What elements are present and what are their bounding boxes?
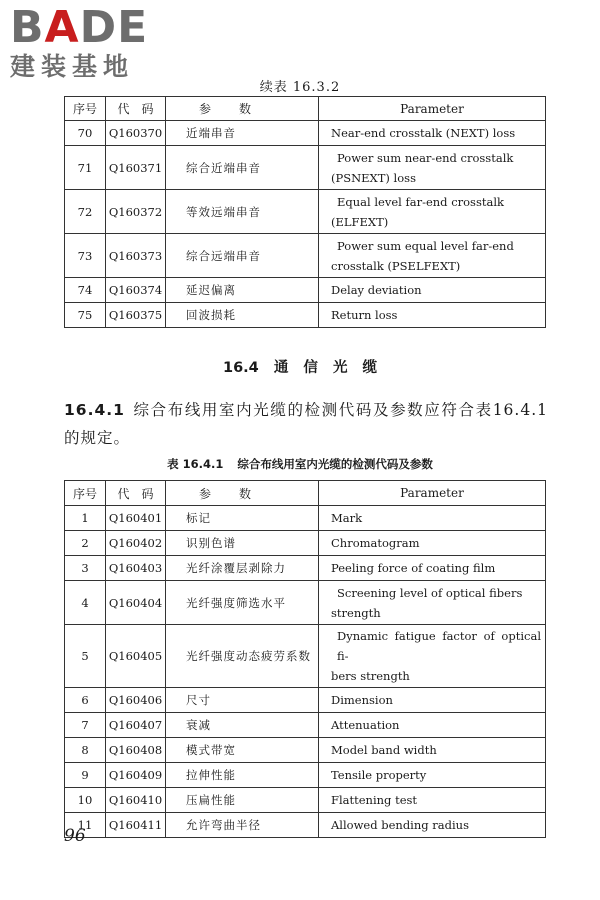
- row-number: 70: [65, 121, 106, 146]
- table-header-row: [65, 97, 546, 121]
- row-code: Q160406: [106, 688, 166, 713]
- bade-logo: [10, 2, 180, 82]
- row-parameter-cn: 拉伸性能: [166, 763, 319, 788]
- row-code: Q160374: [106, 278, 166, 303]
- table-row: [65, 788, 546, 813]
- row-code: Q160404: [106, 581, 166, 625]
- row-code: Q160372: [106, 190, 166, 234]
- row-number: 5: [65, 625, 106, 688]
- row-parameter-en: Equal level far-end crosstalk (ELFEXT): [319, 190, 546, 234]
- table-row: [65, 506, 546, 531]
- row-parameter-en: Flattening test: [319, 788, 546, 813]
- row-parameter-en: Screening level of optical fibers strength: [319, 581, 546, 625]
- row-parameter-cn: 延迟偏离: [166, 278, 319, 303]
- row-parameter-en: Model band width: [319, 738, 546, 763]
- row-parameter-en: Delay deviation: [319, 278, 546, 303]
- row-code: Q160408: [106, 738, 166, 763]
- row-number: 8: [65, 738, 106, 763]
- row-parameter-cn: 标记: [166, 506, 319, 531]
- row-code: Q160370: [106, 121, 166, 146]
- row-parameter-cn: 光纤强度动态疲劳系数: [166, 625, 319, 688]
- header-param: 参数: [166, 97, 319, 121]
- row-number: 6: [65, 688, 106, 713]
- table-row: [65, 234, 546, 278]
- header-no: 序号: [65, 481, 106, 506]
- row-parameter-cn: 压扁性能: [166, 788, 319, 813]
- row-parameter-en: Mark: [319, 506, 546, 531]
- table-row: [65, 278, 546, 303]
- row-code: Q160402: [106, 531, 166, 556]
- table-row: [65, 581, 546, 625]
- clause-number: 16.4.1: [64, 401, 125, 419]
- table-row: [65, 688, 546, 713]
- row-code: Q160409: [106, 763, 166, 788]
- header-eng: Parameter: [319, 97, 546, 121]
- row-code: Q160375: [106, 303, 166, 328]
- row-parameter-en: Dimension: [319, 688, 546, 713]
- row-parameter-cn: 综合远端串音: [166, 234, 319, 278]
- logo-chinese: 建装基地: [10, 52, 135, 81]
- row-parameter-en: Chromatogram: [319, 531, 546, 556]
- table-16-4-1: [64, 480, 546, 838]
- row-parameter-en: Power sum equal level far-end crosstalk (PSELFEXT): [319, 234, 546, 278]
- table-row: [65, 556, 546, 581]
- row-parameter-cn: 近端串音: [166, 121, 319, 146]
- table-header-row: [65, 481, 546, 506]
- header-code: 代 码: [106, 97, 166, 121]
- table-row: [65, 738, 546, 763]
- row-code: Q160411: [106, 813, 166, 838]
- row-parameter-cn: 允许弯曲半径: [166, 813, 319, 838]
- row-code: Q160403: [106, 556, 166, 581]
- clause-text: 综合布线用室内光缆的检测代码及参数应符合表16.4.1的规定。: [64, 401, 548, 447]
- row-parameter-en: Attenuation: [319, 713, 546, 738]
- row-number: 1: [65, 506, 106, 531]
- table-row: [65, 121, 546, 146]
- row-parameter-en: Allowed bending radius: [319, 813, 546, 838]
- row-parameter-cn: 光纤涂覆层剥除力: [166, 556, 319, 581]
- table-row: [65, 531, 546, 556]
- row-parameter-cn: 模式带宽: [166, 738, 319, 763]
- row-number: 9: [65, 763, 106, 788]
- table-row: [65, 190, 546, 234]
- header-eng: Parameter: [319, 481, 546, 506]
- row-number: 75: [65, 303, 106, 328]
- row-number: 71: [65, 146, 106, 190]
- row-parameter-en: Return loss: [319, 303, 546, 328]
- clause-16-4-1: [64, 396, 548, 452]
- table-16-4-1-title: 表 16.4.1 综合布线用室内光缆的检测代码及参数: [167, 457, 433, 471]
- row-parameter-cn: 衰减: [166, 713, 319, 738]
- table-16-3-2-continued: [64, 96, 546, 328]
- row-parameter-cn: 综合近端串音: [166, 146, 319, 190]
- row-parameter-cn: 回波损耗: [166, 303, 319, 328]
- row-number: 72: [65, 190, 106, 234]
- continued-table-caption: 续表 16.3.2: [259, 80, 341, 95]
- row-parameter-en: Tensile property: [319, 763, 546, 788]
- row-number: 10: [65, 788, 106, 813]
- table-row: [65, 813, 546, 838]
- row-parameter-cn: 等效远端串音: [166, 190, 319, 234]
- table-row: [65, 146, 546, 190]
- row-parameter-en: Power sum near-end crosstalk (PSNEXT) loss: [319, 146, 546, 190]
- header-param: 参数: [166, 481, 319, 506]
- table-row: [65, 713, 546, 738]
- table-row: [65, 625, 546, 688]
- row-parameter-en: Near-end crosstalk (NEXT) loss: [319, 121, 546, 146]
- page-number: 96: [64, 826, 86, 846]
- row-code: Q160407: [106, 713, 166, 738]
- row-code: Q160373: [106, 234, 166, 278]
- row-number: 2: [65, 531, 106, 556]
- row-parameter-cn: 光纤强度筛选水平: [166, 581, 319, 625]
- section-title: 16.4 通 信 光 缆: [223, 360, 377, 376]
- row-parameter-en: Dynamic fatigue factor of optical fi- bers strength: [319, 625, 546, 688]
- header-code: 代 码: [106, 481, 166, 506]
- row-number: 74: [65, 278, 106, 303]
- row-code: Q160401: [106, 506, 166, 531]
- row-parameter-cn: 识别色谱: [166, 531, 319, 556]
- row-number: 73: [65, 234, 106, 278]
- header-no: 序号: [65, 97, 106, 121]
- row-number: 7: [65, 713, 106, 738]
- row-parameter-cn: 尺寸: [166, 688, 319, 713]
- table-row: [65, 303, 546, 328]
- row-code: Q160410: [106, 788, 166, 813]
- table-row: [65, 763, 546, 788]
- row-number: 3: [65, 556, 106, 581]
- row-number: 4: [65, 581, 106, 625]
- logo-english: BADE: [10, 2, 149, 53]
- row-number: 11: [65, 813, 106, 838]
- row-code: Q160405: [106, 625, 166, 688]
- row-parameter-en: Peeling force of coating film: [319, 556, 546, 581]
- row-code: Q160371: [106, 146, 166, 190]
